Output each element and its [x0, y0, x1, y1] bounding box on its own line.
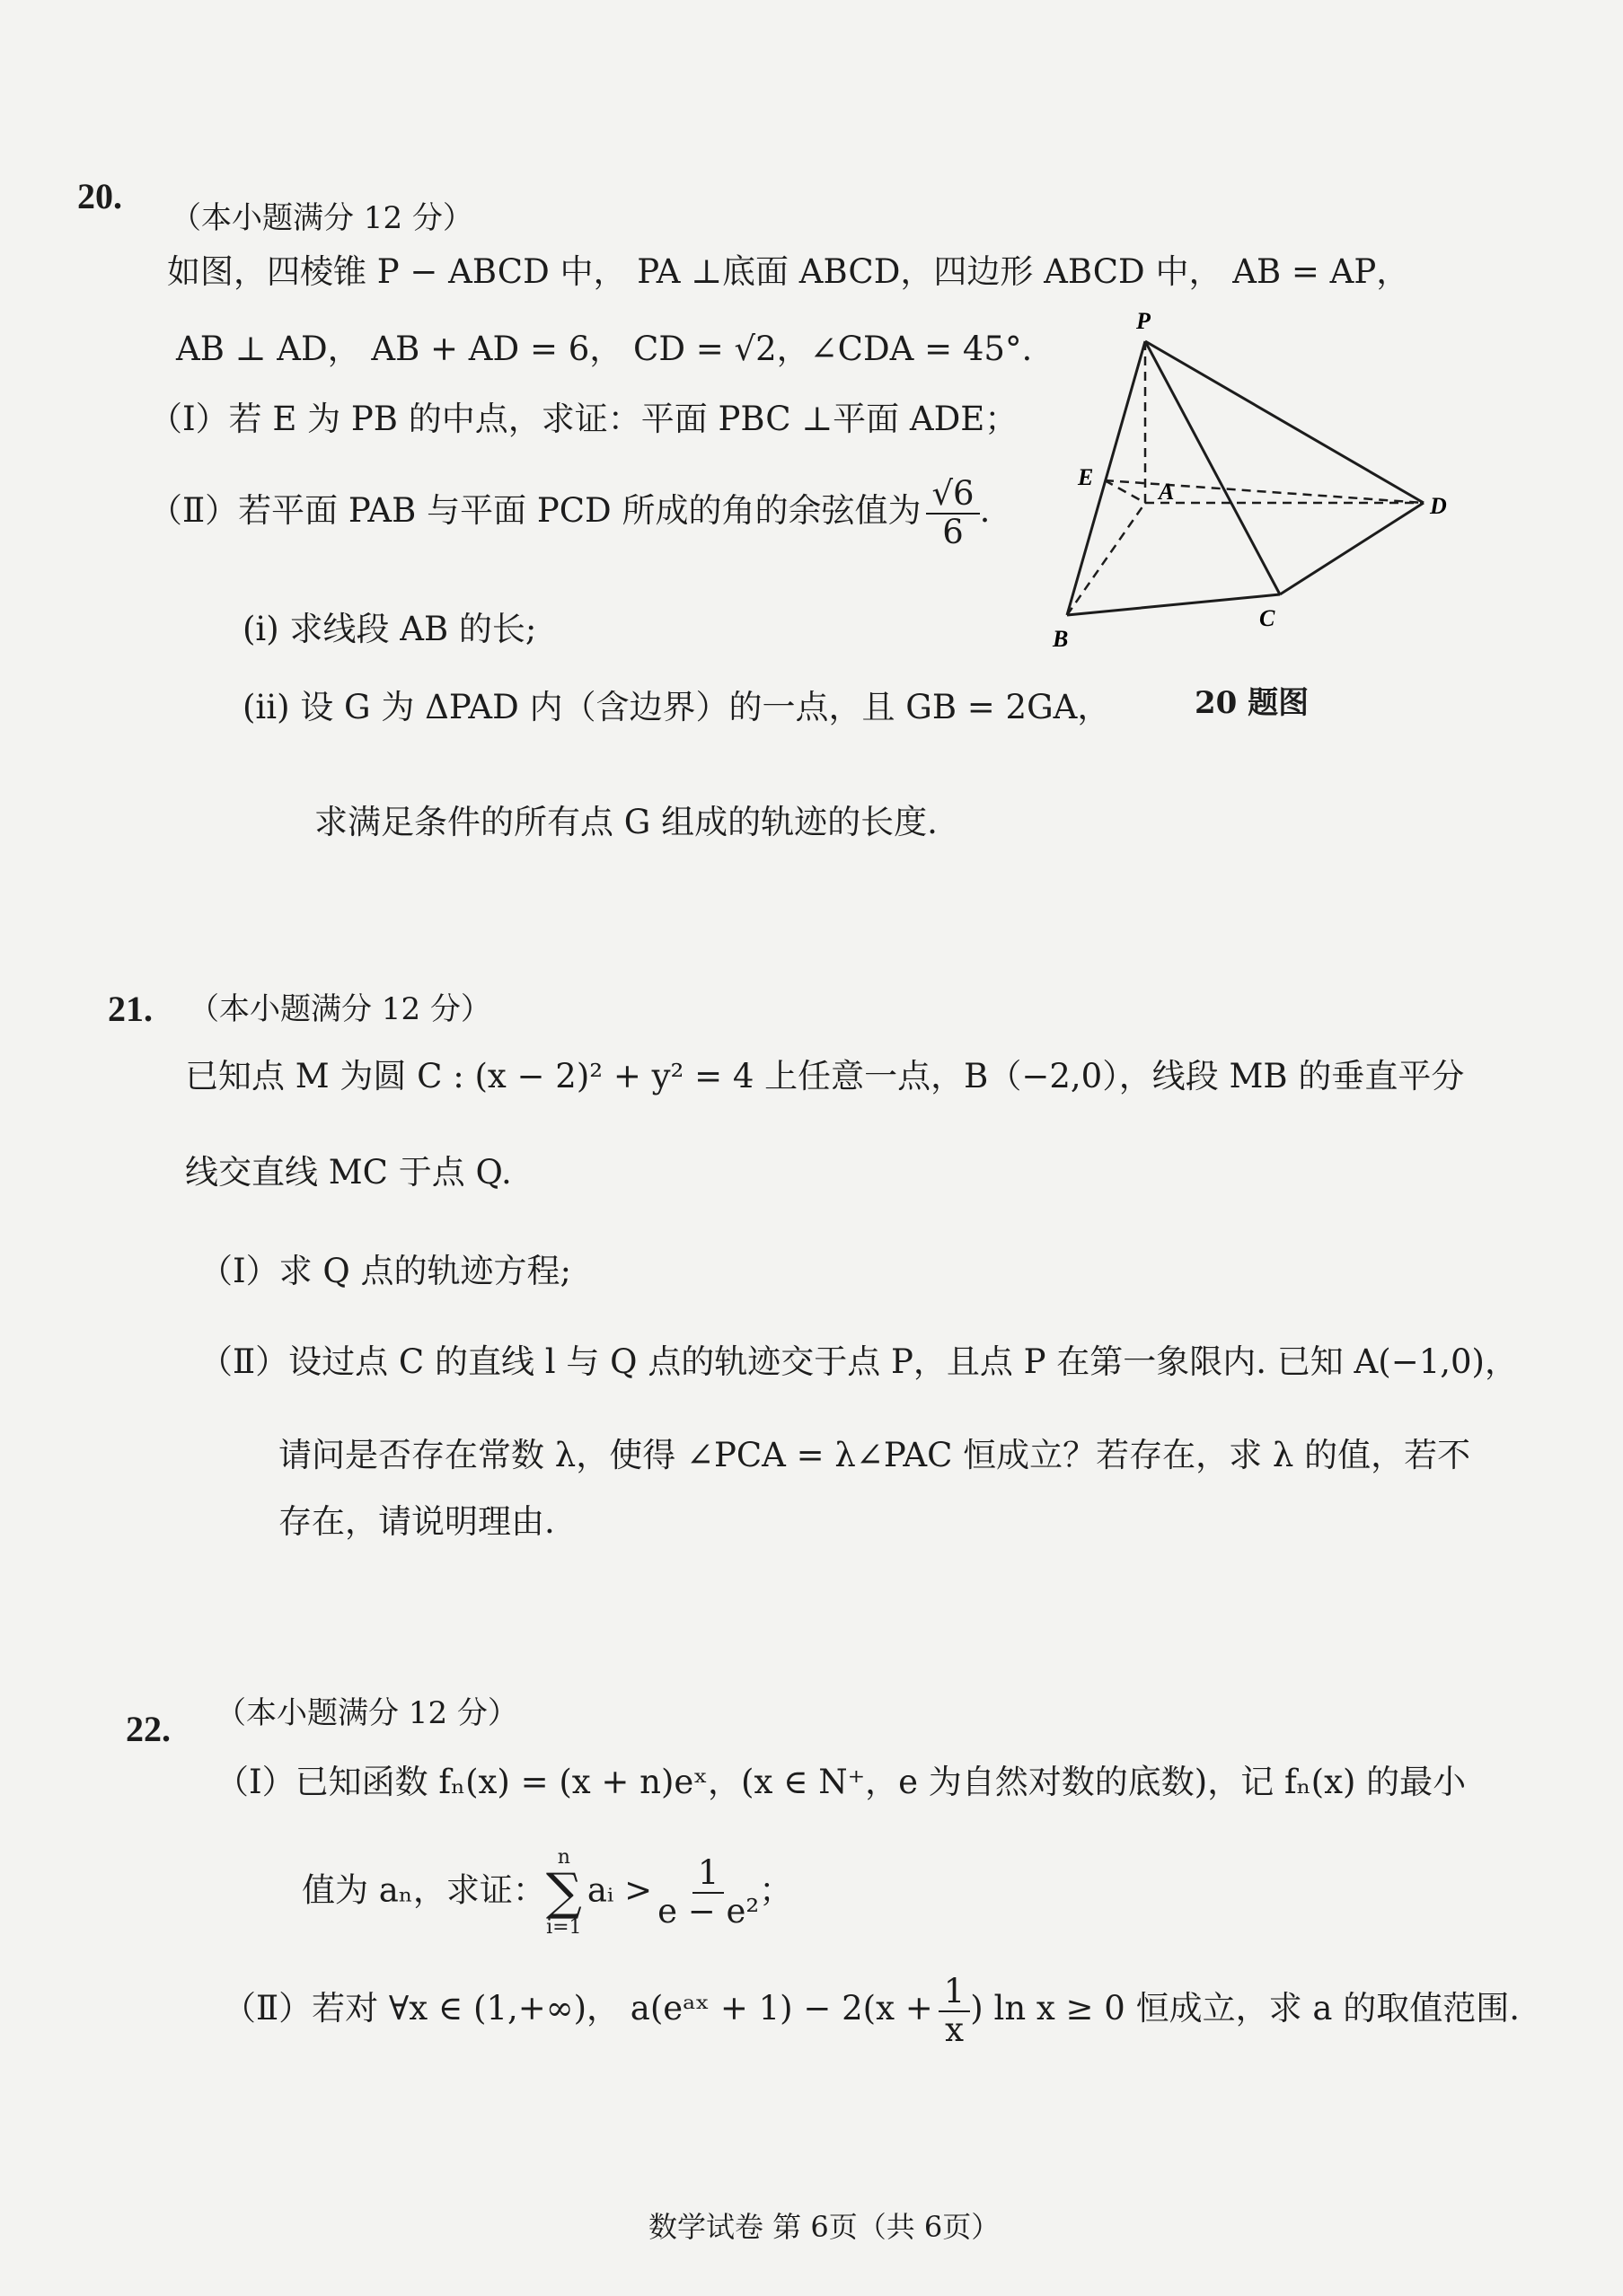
label-E: E: [1078, 464, 1094, 490]
q20-figure-caption: 20 题图: [1195, 685, 1310, 721]
q20-part2-numerator: √6: [926, 476, 979, 515]
q22-part1-cont-prefix: 值为 aₙ，求证：: [302, 1870, 546, 1910]
q20-pyramid-figure: [1042, 305, 1491, 664]
q20-number: 20.: [77, 176, 122, 216]
edge-AB: [1067, 503, 1145, 615]
label-A: A: [1159, 479, 1175, 505]
label-D: D: [1430, 493, 1447, 519]
q21-part2-continued-1: 请问是否存在常数 λ，使得 ∠PCA = λ∠PAC 恒成立？若存在，求 λ 的值，若不: [278, 1436, 1471, 1474]
q21-score: （本小题满分 12 分）: [189, 991, 491, 1027]
q20-part2: [149, 476, 990, 550]
q22-part1: （Ⅰ）已知函数 fₙ(x) = (x + n)eˣ，(x ∈ N⁺，e 为自然对数的底数)，记 fₙ(x) 的最小: [216, 1763, 1467, 1801]
q20-score: （本小题满分 12 分）: [171, 200, 473, 236]
q21-part1: （Ⅰ）求 Q 点的轨迹方程;: [199, 1252, 571, 1290]
q21-part2: （Ⅱ）设过点 C 的直线 l 与 Q 点的轨迹交于点 P，且点 P 在第一象限内. 已知 A(−1,0)，: [199, 1342, 1518, 1381]
q20-part1: （Ⅰ）若 E 为 PB 的中点，求证：平面 PBC ⊥平面 ADE；: [149, 400, 1019, 438]
q22-score: （本小题满分 12 分）: [216, 1695, 518, 1731]
q20-sub2: (ii) 设 G 为 ΔPAD 内（含边界）的一点，且 GB = 2GA，: [243, 688, 1111, 726]
q20-part2-denominator: 6: [942, 512, 964, 551]
label-B: B: [1053, 626, 1069, 652]
q22-part2-fraction: [939, 1974, 971, 2048]
q22-part2: [223, 1974, 1520, 2048]
page-footer: 数学试卷 第 6页（共 6页）: [648, 2210, 1001, 2244]
q22-part2-numerator: 1: [939, 1974, 971, 2012]
q22-part1-continued: [302, 1848, 792, 1938]
sum-symbol: ∑: [545, 1863, 582, 1922]
q21-line2: 线交直线 MC 于点 Q.: [185, 1153, 512, 1192]
q22-part1-fraction: [657, 1855, 759, 1930]
q20-part2-prefix: （Ⅱ）若平面 PAB 与平面 PCD 所成的角的余弦值为: [149, 491, 922, 531]
q22-part2-suffix: ) ln x ≥ 0 恒成立，求 a 的取值范围.: [970, 1989, 1520, 2028]
q21-line1: 已知点 M 为圆 C : (x − 2)² + y² = 4 上任意一点，B（−2,0），线段 MB 的垂直平分: [185, 1057, 1465, 1095]
q20-part2-suffix: .: [979, 491, 991, 531]
sum-upper-limit: n: [557, 1846, 570, 1869]
label-P: P: [1136, 308, 1151, 334]
q22-part1-denominator: e − e²: [657, 1892, 760, 1931]
q22-number: 22.: [126, 1709, 171, 1749]
q22-summation: [546, 1848, 582, 1938]
sum-lower-limit: i=1: [546, 1916, 582, 1939]
edge-CD: [1280, 503, 1424, 594]
sum-term: aᵢ >: [587, 1870, 653, 1910]
edge-BC: [1067, 594, 1280, 615]
q20-sub2-continued: 求满足条件的所有点 G 组成的轨迹的长度.: [314, 803, 938, 841]
q22-part2-prefix: （Ⅱ）若对 ∀x ∈ (1,+∞)， a(eᵃˣ + 1) − 2(x +: [223, 1989, 933, 2028]
q21-part2-continued-2: 存在，请说明理由.: [278, 1502, 555, 1541]
q21-number: 21.: [108, 989, 153, 1029]
q20-line1: 如图，四棱锥 P − ABCD 中， PA ⊥底面 ABCD，四边形 ABCD 中， AB = AP，: [167, 252, 1410, 291]
q22-part1-numerator: 1: [692, 1855, 725, 1894]
q22-part2-denominator: x: [945, 2010, 964, 2049]
q20-sub1: (i) 求线段 AB 的长;: [243, 610, 537, 648]
q22-part1-cont-suffix: ；: [759, 1870, 793, 1910]
q20-line2: AB ⊥ AD， AB + AD = 6， CD = √2，∠CDA = 45°.: [176, 330, 1033, 368]
q20-part2-fraction: [926, 476, 979, 550]
edge-ED: [1105, 480, 1424, 503]
label-C: C: [1259, 605, 1275, 631]
